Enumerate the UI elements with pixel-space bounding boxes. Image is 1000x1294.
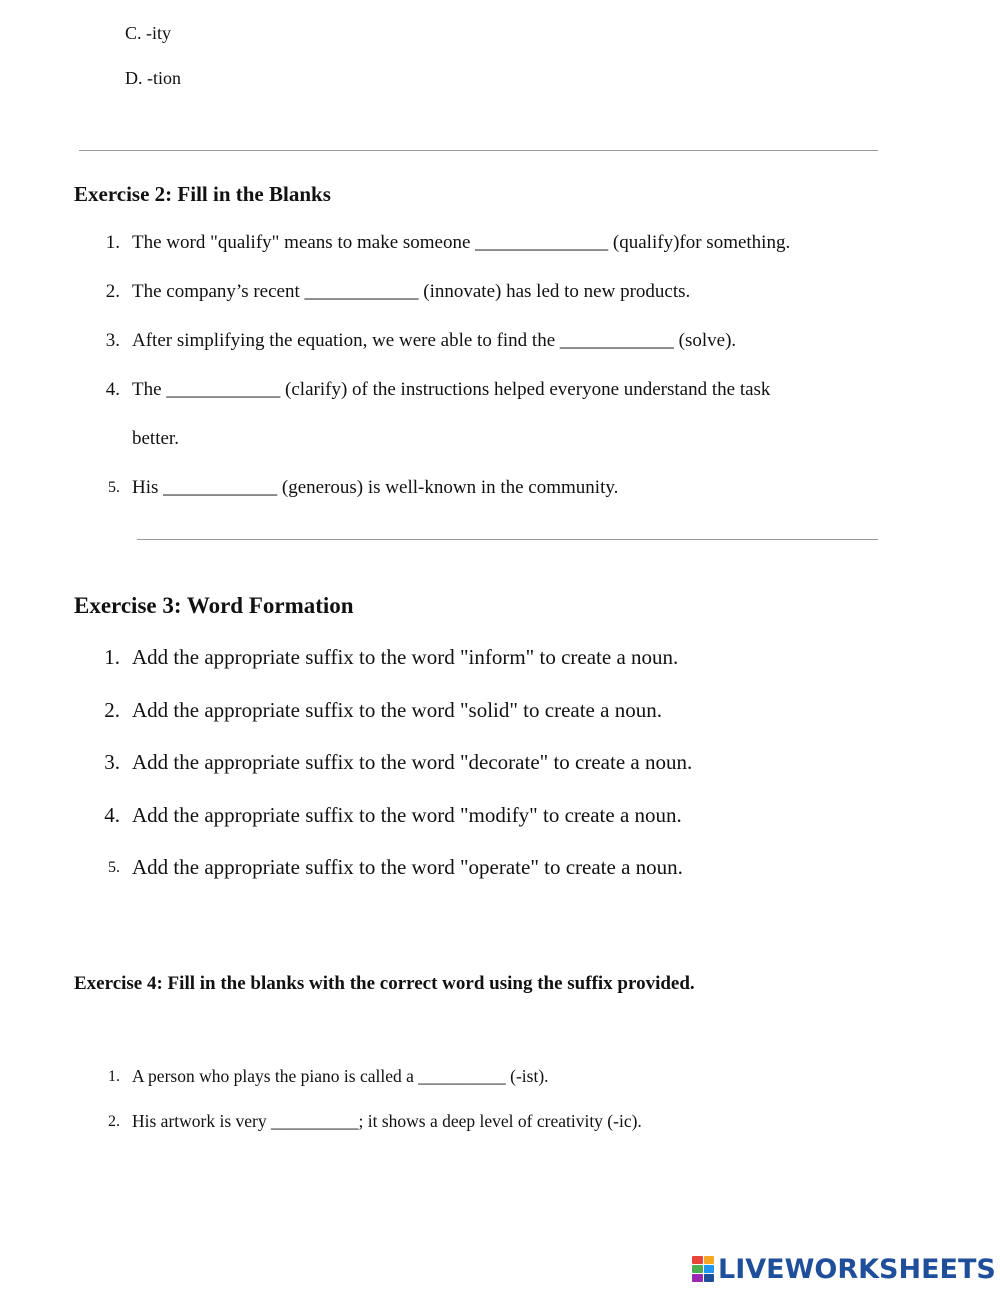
- ex4-item2-text: His artwork is very __________; it shows a deep level of creativity (-ic).: [132, 1111, 642, 1131]
- ex2-item1-num: 1.: [105, 232, 120, 253]
- ex2-item2-text: The company’s recent ____________ (innovate) has led to new products.: [132, 281, 691, 302]
- ex2-item5-text: His ____________ (generous) is well-known in the community.: [132, 477, 619, 498]
- ex2-item4-text: The ____________ (clarify) of the instructions helped everyone understand the task: [132, 379, 771, 400]
- ex2-item3-num: 3.: [105, 330, 120, 351]
- divider-2: [137, 539, 878, 540]
- ex3-item5-num: 5.: [108, 859, 120, 876]
- option-d: D. -tion: [125, 68, 181, 88]
- ex2-item5-num: 5.: [108, 479, 120, 496]
- exercise4-title: Exercise 4: Fill in the blanks with the correct word using the suffix provided.: [74, 973, 695, 994]
- ex3-item5-text: Add the appropriate suffix to the word "operate" to create a noun.: [132, 855, 683, 879]
- liveworksheets-logo-text: LIVEWORKSHEETS: [718, 1253, 996, 1285]
- exercise2-title: Exercise 2: Fill in the Blanks: [74, 182, 331, 206]
- liveworksheets-logo-icon: [692, 1256, 714, 1282]
- ex2-item4-num: 4.: [105, 379, 120, 400]
- ex3-item3-num: 3.: [104, 750, 120, 774]
- ex3-item2-num: 2.: [104, 698, 120, 722]
- exercise3-title: Exercise 3: Word Formation: [74, 593, 354, 618]
- ex3-item2-text: Add the appropriate suffix to the word "solid" to create a noun.: [132, 698, 662, 722]
- ex4-item2-num: 2.: [108, 1113, 120, 1130]
- ex3-item1-text: Add the appropriate suffix to the word "inform" to create a noun.: [132, 645, 679, 669]
- ex3-item4-num: 4.: [104, 803, 120, 827]
- ex3-item4-text: Add the appropriate suffix to the word "modify" to create a noun.: [132, 803, 682, 827]
- ex2-item1-text: The word "qualify" means to make someone ______________ (qualify)for something.: [132, 232, 791, 253]
- option-c: C. -ity: [125, 23, 172, 43]
- ex3-item1-num: 1.: [104, 645, 120, 669]
- liveworksheets-logo[interactable]: [692, 1254, 996, 1284]
- ex3-item3-text: Add the appropriate suffix to the word "decorate" to create a noun.: [132, 750, 693, 774]
- ex4-item1-text: A person who plays the piano is called a __________ (-ist).: [132, 1066, 549, 1086]
- divider-1: [79, 150, 878, 151]
- ex2-item2-num: 2.: [105, 281, 120, 302]
- ex2-item4-continuation: better.: [132, 428, 179, 449]
- ex4-item1-num: 1.: [108, 1068, 120, 1085]
- ex2-item3-text: After simplifying the equation, we were able to find the ____________ (solve).: [132, 330, 737, 351]
